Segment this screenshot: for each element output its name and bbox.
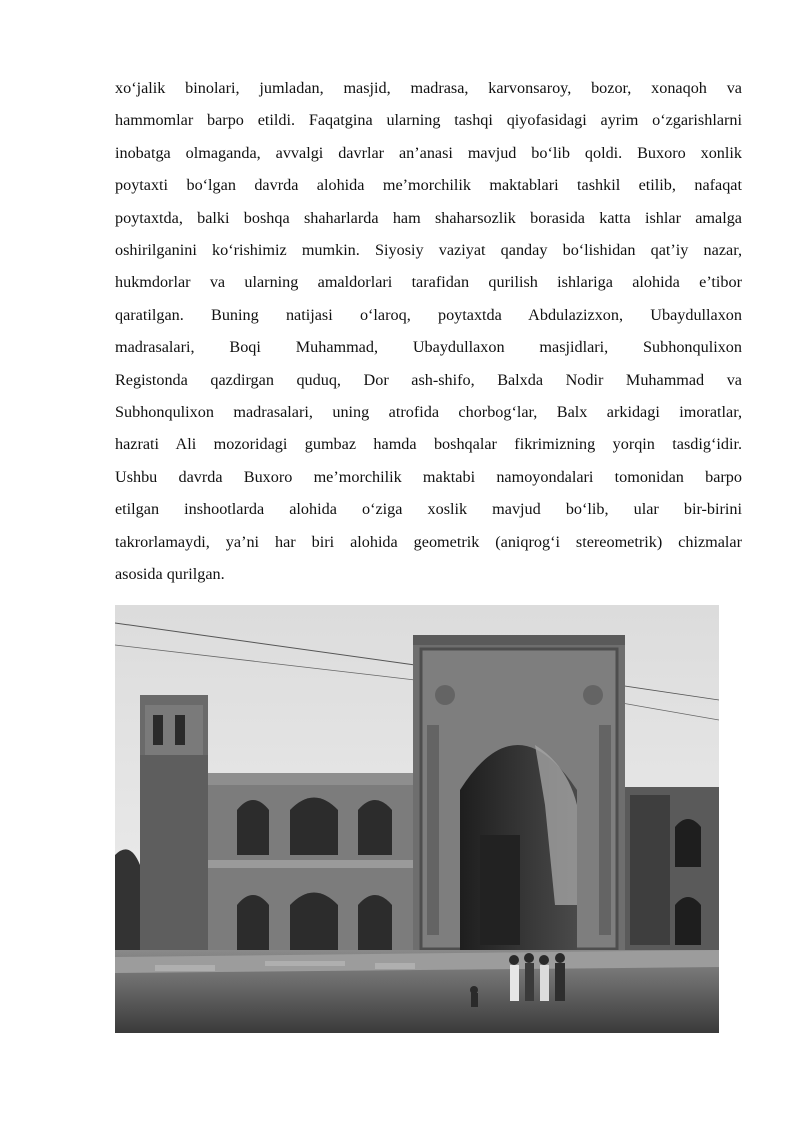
text-line: hukmdorlar va ularning amaldorlari tarafidan qurilish ishlariga alohida e’tibor — [115, 273, 742, 292]
text-line: inobatga olmaganda, avvalgi davrlar an’anasi mavjud bo‘lib qoldi. Buxoro xonlik — [115, 143, 742, 162]
text-line: asosida qurilgan. — [115, 565, 225, 584]
text-line: poytaxti bo‘lgan davrda alohida me’morchilik maktablari tashkil etilib, nafaqat — [115, 176, 742, 195]
text-line: hazrati Ali mozoridagi gumbaz hamda boshqalar fikrimizning yorqin tasdig‘idir. — [115, 435, 742, 454]
text-line: madrasalari, Boqi Muhammad, Ubaydullaxon masjidlari, Subhonqulixon — [115, 338, 742, 357]
text-line: takrorlamaydi, ya’ni har biri alohida geometrik (aniqrog‘i stereometrik) chizmalar — [115, 532, 742, 551]
text-line: hammomlar barpo etildi. Faqatgina ularning tashqi qiyofasidagi ayrim o‘zgarishlarni — [115, 111, 742, 130]
text-line: Ushbu davrda Buxoro me’morchilik maktabi namoyondalari tomonidan barpo — [115, 467, 742, 486]
text-line: poytaxtda, balki boshqa shaharlarda ham shaharsozlik borasida katta ishlar amalga — [115, 208, 742, 227]
madrasa-photograph — [115, 605, 719, 1033]
text-line: qaratilgan. Buning natijasi o‘laroq, poytaxtda Abdulazizxon, Ubaydullaxon — [115, 305, 742, 324]
text-line: oshirilganini ko‘rishimiz mumkin. Siyosiy vaziyat qanday bo‘lishidan qat’iy nazar, — [115, 241, 742, 260]
text-line: Registonda qazdirgan quduq, Dor ash-shifo, Balxda Nodir Muhammad va — [115, 370, 742, 389]
body-paragraph — [115, 72, 742, 591]
text-line: Subhonqulixon madrasalari, uning atrofida chorbog‘lar, Balx arkidagi imoratlar, — [115, 403, 742, 422]
text-line: etilgan inshootlarda alohida o‘ziga xoslik mavjud bo‘lib, ular bir-birini — [115, 500, 742, 519]
text-line: xo‘jalik binolari, jumladan, masjid, madrasa, karvonsaroy, bozor, xonaqoh va — [115, 79, 742, 97]
